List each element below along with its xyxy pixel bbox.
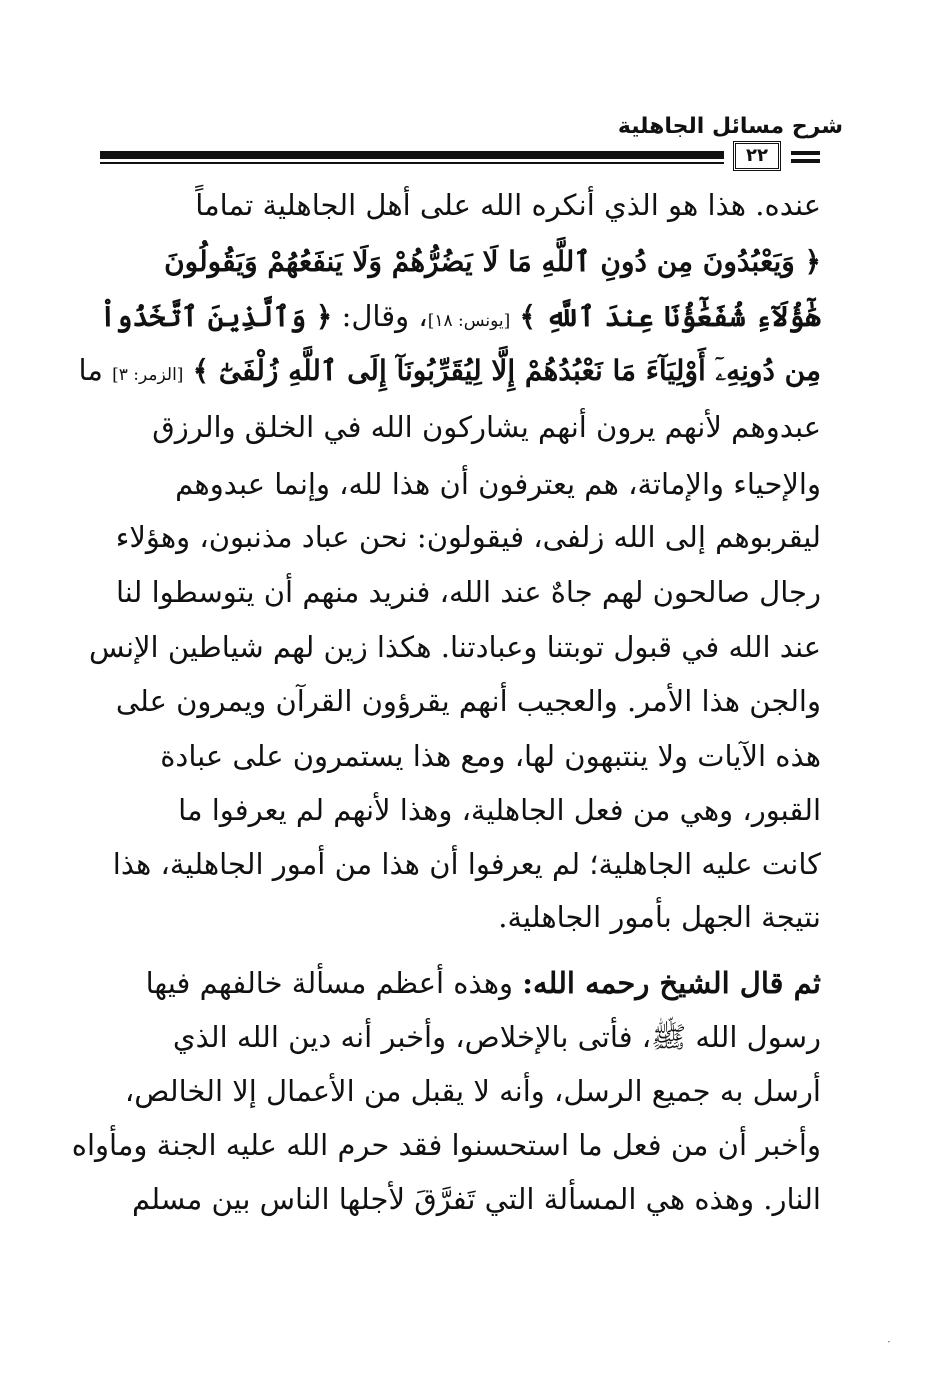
text-line-4 — [78, 350, 821, 395]
text-line-11: هذه الآيات ولا ينتبهون لها، ومع هذا يستمرون على عبادة — [160, 739, 821, 773]
text-ma: ما — [78, 353, 103, 387]
text-line-1: عنده. هذا هو الذي أنكره الله على أهل الجاهلية تماماً — [195, 188, 821, 222]
margin-mark: · — [887, 1335, 891, 1349]
text-line-3 — [96, 296, 821, 341]
header-rule-right-top — [791, 151, 820, 155]
text-line-8: رجال صالحون لهم جاهٌ عند الله، فنريد منهم أن يتوسطوا لنا — [115, 575, 821, 609]
text-line-7: ليقربوهم إلى الله زلفى، فيقولون: نحن عباد مذنبون، وهؤلاء — [115, 520, 821, 554]
page-number: ٢٢ — [733, 141, 781, 171]
text-line-9: عند الله في قبول توبتنا وعبادتنا. هكذا زين لهم شياطين الإنس — [88, 630, 821, 664]
header-rule-thin — [100, 162, 724, 164]
text-said: ، وقال: — [341, 299, 428, 333]
header-rule-right-bottom — [791, 159, 820, 163]
text-line-14: نتيجة الجهل بأمور الجاهلية. — [498, 900, 821, 934]
text-line-5: عبدوهم لأنهم يرون أنهم يشاركون الله في الخلق والرزق — [152, 410, 821, 444]
text-line-10: والجن هذا الأمر. والعجيب أنهم يقرؤون القرآن ويمرون على — [115, 684, 821, 718]
quran-line-2: ﴿ وَيَعْبُدُونَ مِن دُونِ ٱللَّهِ مَا لَا يَضُرُّهُمْ وَلَا يَنفَعُهُمْ وَيَقُولُونَ — [164, 245, 821, 278]
header-rule-thick — [100, 151, 724, 159]
text-line-16: رسول الله ﷺ، فأتى بالإخلاص، وأخبر أنه دين الله الذي — [172, 1020, 821, 1054]
quran-verse-zumar: مِن دُونِهِۦٓ أَوْلِيَآءَ مَا نَعْبُدُهُمْ إِلَّا لِيُقَرِّبُونَآ إِلَى ٱللَّهِ زُلْفَىٰٓ ﴾ — [192, 354, 821, 387]
text-line-15 — [96, 963, 821, 1003]
text-line-6: والإحياء والإماتة، هم يعترفون أن هذا لله، وإنما عبدوهم — [175, 467, 821, 501]
sheikh-said-heading: ثم قال الشيخ رحمه الله: — [522, 966, 821, 1000]
running-title: شرح مسائل الجاهلية — [617, 114, 843, 139]
text-line-12: القبور، وهي من فعل الجاهلية، وهذا لأنهم لم يعرفوا ما — [178, 793, 821, 827]
text-line-18: وأخبر أن من فعل ما استحسنوا فقد حرم الله عليه الجنة ومأواه — [71, 1128, 821, 1162]
verse-reference-zumar: [الزمر: ٣] — [112, 365, 184, 385]
text-line-15-rest: وهذه أعظم مسألة خالفهم فيها — [145, 966, 523, 1000]
text-line-13: كانت عليه الجاهلية؛ لم يعرفوا أن هذا من أمور الجاهلية، هذا — [112, 847, 821, 881]
quran-verse-yunus: هَٰٓؤُلَآءِ شُفَعَٰٓؤُنَا عِندَ ٱللَّهِ ﴾ — [519, 300, 821, 333]
text-line-17: أرسل به جميع الرسل، وأنه لا يقبل من الأعمال إلا الخالص، — [124, 1074, 821, 1108]
quran-verse-zumar-start: ﴿ وَٱلَّذِينَ ٱتَّخَذُواْ — [99, 300, 333, 333]
verse-reference-yunus: [يونس: ١٨] — [427, 311, 511, 331]
text-line-19: النار. وهذه هي المسألة التي تَفرَّقَ لأجلها الناس بين مسلم — [131, 1182, 821, 1216]
